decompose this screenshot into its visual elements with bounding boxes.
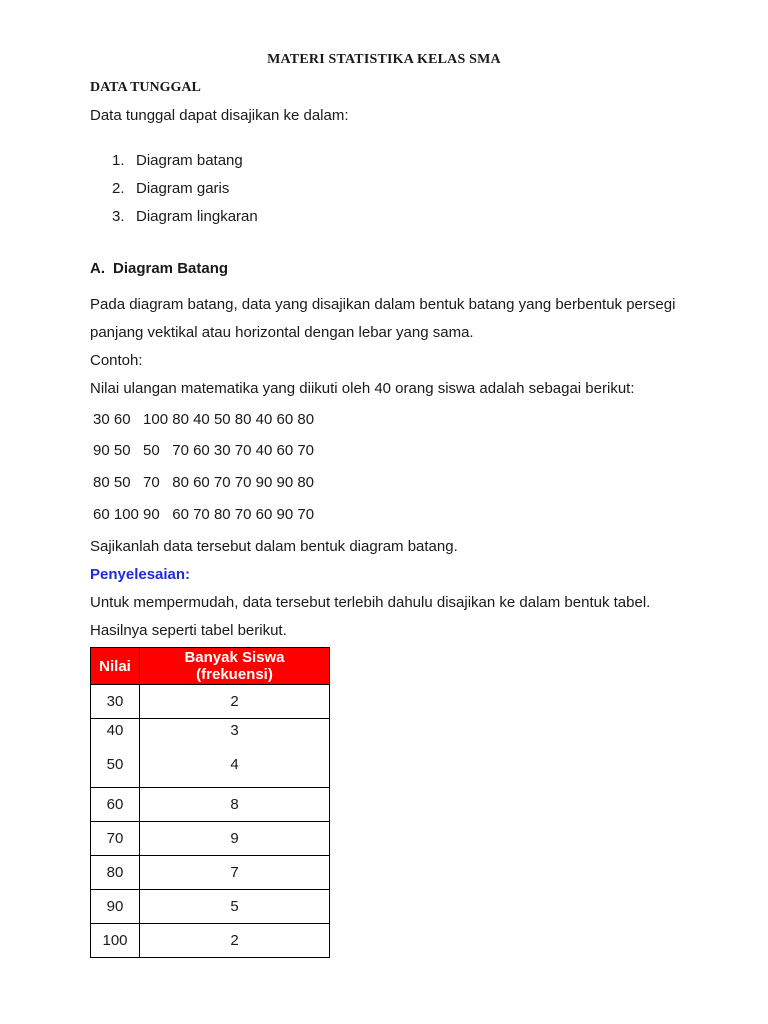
cell-freq: 5 [140, 890, 330, 924]
solution-label: Penyelesaian: [90, 566, 191, 583]
data-row: 90 50 50 70 60 30 70 40 60 70 [93, 442, 315, 459]
table-row [91, 685, 330, 719]
subsection-title: Diagram Batang [113, 260, 229, 277]
table-row [91, 890, 330, 924]
list-label: Diagram lingkaran [136, 208, 258, 225]
data-row: 80 50 70 80 60 70 70 90 90 80 [93, 474, 315, 491]
subsection-heading [90, 260, 228, 277]
section-title: DATA TUNGGAL [90, 80, 201, 95]
cell-freq: 4 [230, 756, 239, 773]
table-header-row [91, 648, 330, 685]
cell-freq: 3 [230, 722, 239, 739]
paragraph-line: panjang vektikal atau horizontal dengan lebar yang sama. [90, 324, 474, 341]
cell-freq: 7 [140, 856, 330, 890]
cell-nilai: 50 [106, 756, 124, 773]
cell-nilai: 30 [91, 685, 140, 719]
solution-line: Hasilnya seperti tabel berikut. [90, 622, 287, 639]
cell-nilai: 80 [91, 856, 140, 890]
frequency-table [90, 647, 330, 958]
subsection-letter: A. [90, 260, 105, 277]
solution-line: Untuk mempermudah, data tersebut terlebih dahulu disajikan ke dalam bentuk tabel. [90, 594, 651, 611]
header-frekuensi: Banyak Siswa (frekuensi) [140, 648, 330, 685]
cell-nilai: 90 [91, 890, 140, 924]
cell-freq: 2 [140, 685, 330, 719]
example-intro: Nilai ulangan matematika yang diikuti oleh 40 orang siswa adalah sebagai berikut: [90, 380, 635, 397]
data-row: 60 100 90 60 70 80 70 60 90 70 [93, 506, 315, 523]
cell-freq-merged [140, 719, 330, 788]
intro-text: Data tunggal dapat disajikan ke dalam: [90, 107, 349, 124]
list-item [112, 151, 243, 171]
header-nilai: Nilai [91, 648, 140, 685]
page-title: MATERI STATISTIKA KELAS SMA [267, 52, 501, 67]
table-row [91, 924, 330, 958]
example-label: Contoh: [90, 352, 143, 369]
list-number: 3. [112, 208, 125, 225]
cell-freq: 9 [140, 822, 330, 856]
list-label: Diagram garis [136, 180, 230, 197]
list-number: 2. [112, 180, 125, 197]
table-row [91, 788, 330, 822]
paragraph-line: Pada diagram batang, data yang disajikan dalam bentuk batang yang berbentuk persegi [90, 296, 676, 313]
cell-freq: 8 [140, 788, 330, 822]
list-item [112, 179, 229, 199]
list-number: 1. [112, 152, 125, 169]
cell-nilai: 40 [106, 722, 124, 739]
data-row: 30 60 100 80 40 50 80 40 60 80 [93, 411, 315, 428]
cell-nilai: 100 [91, 924, 140, 958]
cell-nilai: 60 [91, 788, 140, 822]
table-row [91, 719, 330, 788]
table-row [91, 822, 330, 856]
instruction-text: Sajikanlah data tersebut dalam bentuk diagram batang. [90, 538, 458, 555]
table-row [91, 856, 330, 890]
list-label: Diagram batang [136, 152, 243, 169]
list-item [112, 207, 258, 227]
cell-nilai-merged [91, 719, 140, 788]
cell-freq: 2 [140, 924, 330, 958]
cell-nilai: 70 [91, 822, 140, 856]
